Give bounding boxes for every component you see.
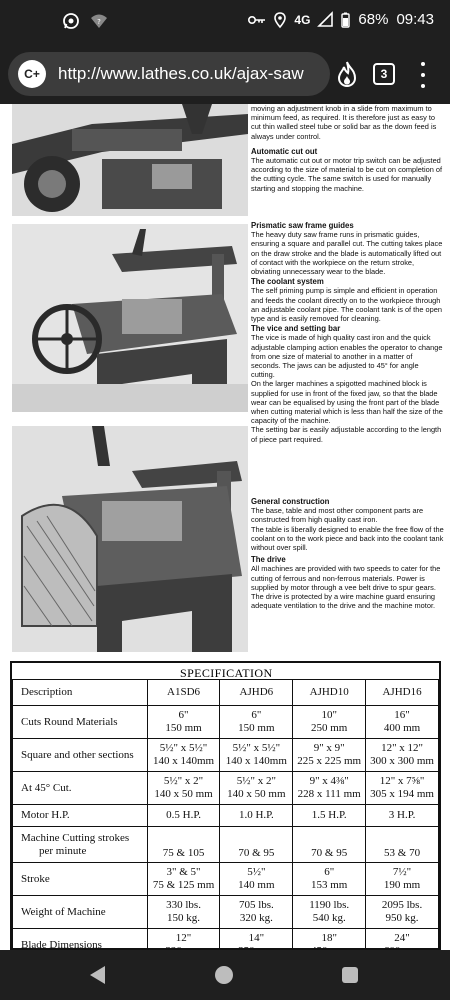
battery-percent: 68% [358,11,389,28]
vice-text-2: On the larger machines a spigotted machined block is supplied for use in front of the fixed jaw, so that the blade wear can be equalised by using the front part of the blade when cutting material which is less than half the size of the capacity of the machine. [251,379,443,426]
spec-title: SPECIFICATION [180,666,273,680]
cell: 12" x 12" 300 x 300 mm [366,739,439,772]
cell: 75 & 105 [147,827,220,863]
back-icon[interactable] [90,966,105,984]
battery-icon [341,12,350,28]
web-page[interactable] [0,104,450,950]
flame-icon[interactable] [336,60,358,88]
text-block-construction [251,496,444,610]
cell: 53 & 70 [366,827,439,863]
cell: 9" x 9" 225 x 225 mm [293,739,366,772]
cell: 10" 250 mm [293,706,366,739]
table-row [13,827,439,863]
cell: 6" 150 mm [147,706,220,739]
cell: 12" [147,929,220,962]
system-nav-bar [0,950,450,1000]
heading-general: General construction [251,497,330,506]
cell: 7½" 190 mm [366,863,439,896]
cell: 18" [293,929,366,962]
cell: 9" x 4⅜" 228 x 111 mm [293,772,366,805]
cell: 70 & 95 [220,827,293,863]
heading-vice: The vice and setting bar [251,324,341,334]
row-label: Square and other sections [13,739,148,772]
cell: 2095 lbs. 950 kg. [366,896,439,929]
header-model: AJHD6 [220,680,293,706]
heading-automatic-cut-out: Automatic cut out [251,146,318,156]
row-label: At 45° Cut. [13,772,148,805]
cell: 5½" x 2" 140 x 50 mm [220,772,293,805]
cell: 3 H.P. [366,805,439,827]
vice-text-1: The vice is made of high quality cast iron and the quick adjustable clamping action enables the operator to change from one size of material to another in a matter of seconds. The jaws can be adjusted to 45° for angle cutting. [251,333,443,380]
table-row [13,772,439,805]
svg-text:?: ? [97,18,101,26]
saw-photo-3 [12,426,248,652]
saw-photo-1 [12,104,248,216]
heading-prismatic: Prismatic saw frame guides [251,221,354,230]
browser-toolbar [0,44,450,104]
clock: 09:43 [396,11,434,28]
header-model: A1SD6 [147,680,220,706]
home-icon[interactable] [215,966,233,984]
saw-photo-2 [12,224,248,412]
general-text-1: The base, table and most other component parts are constructed from high quality cast iron. [251,506,424,525]
table-header-row [13,680,439,706]
cell: 3" & 5" 75 & 125 mm [147,863,220,896]
drive-text: All machines are provided with two speeds to cater for the cutting of ferrous and non-ferrous materials. Power is supplied by motor through a vee belt drive to spur gears. The drive is protected by a wire machine guard ensuring adequate ventilation to the drive and the machine motor. [251,564,441,611]
heading-drive: The drive [251,555,286,565]
text-block-guides [251,220,444,444]
cell: 5½" 140 mm [220,863,293,896]
recent-apps-icon[interactable] [342,967,358,983]
general-text-2: The table is liberally designed to enable the free flow of the coolant on to the work piece and back into the coolant tank without over spill. [251,524,444,553]
cell: 14" [220,929,293,962]
cell: 6" 150 mm [220,706,293,739]
cell: 5½" x 5½" 140 x 140mm [220,739,293,772]
table-row [13,805,439,827]
table-row [13,863,439,896]
cell: 330 lbs. 150 kg. [147,896,220,929]
cell: 5½" x 5½" 140 x 140mm [147,739,220,772]
location-icon [274,12,286,28]
cell: 1190 lbs. 540 kg. [293,896,366,929]
url-text[interactable]: http://www.lathes.co.uk/ajax-saw [58,64,304,83]
row-label: Machine Cutting strokes per minute [13,827,148,863]
tab-switcher-button[interactable]: 3 [373,63,395,85]
vice-text-3: The setting bar is easily adjustable according to the length of piece part required. [251,425,442,444]
url-bar[interactable] [8,52,330,96]
signal-icon [318,12,333,27]
wifi-question-icon [90,13,108,29]
specification-table [10,661,441,950]
row-label: Cuts Round Materials [13,706,148,739]
cell: 16" 400 mm [366,706,439,739]
header-model: AJHD10 [293,680,366,706]
cell: 12" x 7⅝" 305 x 194 mm [366,772,439,805]
heading-coolant: The coolant system [251,277,324,287]
cell: 705 lbs. 320 kg. [220,896,293,929]
header-description: Description [13,680,148,706]
coolant-text: The self priming pump is simple and efficient in operation and feeds the coolant directly on to the workpiece through an adjustable coolant pipe. The coolant tank is of the open type and is easily removed for cleaning. [251,286,442,324]
row-label: Blade Dimensions [13,929,148,962]
row-label: Weight of Machine [13,896,148,929]
cell: 0.5 H.P. [147,805,220,827]
cell: 1.0 H.P. [220,805,293,827]
table-row [13,896,439,929]
header-model: AJHD16 [366,680,439,706]
auto-cut-text: The automatic cut out or motor trip switch can be adjusted according to the size of material to be cut on completion of the cutting cycle. The same switch is used for manually starting and stopping the machine. [251,156,443,193]
key-icon [248,14,266,26]
row-label: Stroke [13,863,148,896]
site-info-icon[interactable]: C+ [18,60,46,88]
whatsapp-icon [62,12,80,30]
cell: 24" [366,929,439,962]
row-label: Motor H.P. [13,805,148,827]
overflow-menu-icon[interactable] [418,62,428,88]
prismatic-text: The heavy duty saw frame runs in prismatic guides, ensuring a square and parallel cut. The cutting takes place on the draw stroke and the blade is automatically lifted out of contact with the workpiece on the return stroke, obviating unnecessary wear to the blade. [251,230,443,277]
network-type: 4G [294,12,311,27]
cell: 6" 153 mm [293,863,366,896]
spec-grid [12,679,439,962]
cell: 1.5 H.P. [293,805,366,827]
cell: 70 & 95 [293,827,366,863]
feed-text: moving an adjustment knob in a slide from maximum to minimum feed, as required. It is therefore just as easy to cut thin walled steel tube or solid bar as the down feed is always under control. [251,104,437,141]
text-block-feed [251,104,444,193]
table-row [13,706,439,739]
status-bar [0,0,450,44]
table-row [13,739,439,772]
cell: 5½" x 2" 140 x 50 mm [147,772,220,805]
